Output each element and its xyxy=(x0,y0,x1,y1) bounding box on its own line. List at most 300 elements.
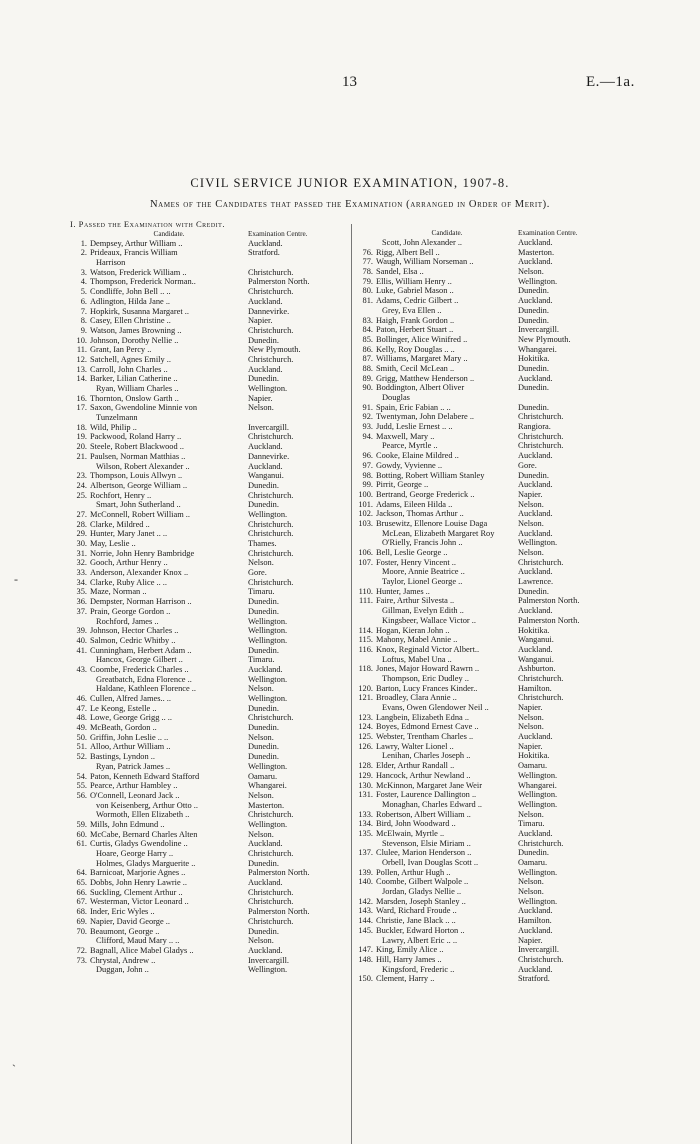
exam-centre: Dunedin. xyxy=(248,858,279,868)
entry-number: 103. xyxy=(358,518,373,528)
candidate-name: Hancox, George Gilbert .. xyxy=(96,655,183,665)
entry-number: 144. xyxy=(358,916,373,926)
list-item xyxy=(70,239,346,249)
candidate-name: Chrystal, Andrew .. xyxy=(90,955,156,965)
candidate-name: Kingsbeer, Wallace Victor .. xyxy=(382,615,476,625)
candidate-name: Bird, John Woodward .. xyxy=(376,819,456,829)
candidate-name: Gillman, Evelyn Edith .. xyxy=(382,606,464,616)
exam-centre: Auckland. xyxy=(518,732,553,742)
candidate-name: Wormoth, Ellen Elizabeth .. xyxy=(96,810,190,820)
list-item xyxy=(356,267,618,277)
candidate-name: Barton, Lucy Frances Kinder.. xyxy=(376,683,478,693)
exam-centre: Dunedin. xyxy=(518,848,549,858)
list-item xyxy=(356,558,618,568)
exam-centre: Wellington. xyxy=(248,616,288,626)
list-item xyxy=(70,675,346,685)
exam-centre: Christchurch. xyxy=(248,529,294,539)
exam-centre: Napier. xyxy=(518,741,543,751)
exam-centre: Wanganui. xyxy=(518,635,554,645)
list-item xyxy=(70,820,346,830)
exam-centre: Auckland. xyxy=(248,364,283,374)
candidate-name: McConnell, Robert William .. xyxy=(90,509,190,519)
entry-number: 134. xyxy=(358,819,373,829)
entry-number: 31. xyxy=(76,548,87,558)
exam-centre: Hamilton. xyxy=(518,683,552,693)
exam-centre: Dunedin. xyxy=(248,752,279,762)
candidate-name: Tunzelmann xyxy=(96,413,138,423)
candidate-list xyxy=(70,239,346,975)
exam-centre: Hokitika. xyxy=(518,354,550,364)
exam-centre: Whangarei. xyxy=(518,780,557,790)
candidate-name: Moore, Annie Beatrice .. xyxy=(382,567,465,577)
list-item xyxy=(70,694,346,704)
exam-centre: Palmerston North. xyxy=(518,596,580,606)
list-item xyxy=(356,926,618,936)
candidate-name: Grigg, Matthew Henderson .. xyxy=(376,373,475,383)
exam-centre: Christchurch. xyxy=(248,713,294,723)
candidate-name: Coombe, Frederick Charles .. xyxy=(90,664,189,674)
list-item xyxy=(70,907,346,917)
candidate-name: Langbein, Elizabeth Edna .. xyxy=(376,712,470,722)
exam-centre: Christchurch. xyxy=(248,490,294,500)
entry-number: 54. xyxy=(76,771,87,781)
candidate-name: Coombe, Gilbert Walpole .. xyxy=(376,877,469,887)
exam-centre: Dunedin. xyxy=(518,470,549,480)
entry-number: 17. xyxy=(76,403,87,413)
candidate-name: Holmes, Gladys Marguerite .. xyxy=(96,858,196,868)
list-item xyxy=(70,781,346,791)
list-item xyxy=(356,742,618,752)
exam-centre: Lawrence. xyxy=(518,577,554,587)
candidate-name: Johnson, Dorothy Nellie .. xyxy=(90,335,179,345)
candidate-name: Paton, Kenneth Edward Stafford xyxy=(90,771,200,781)
candidate-name: Casey, Ellen Christine .. xyxy=(90,316,171,326)
entry-number: 61. xyxy=(76,839,87,849)
exam-centre: Auckland. xyxy=(518,567,553,577)
list-item xyxy=(356,916,618,926)
list-item xyxy=(356,403,618,413)
candidate-name: Hill, Harry James .. xyxy=(376,954,442,964)
entry-number: 25. xyxy=(76,490,87,500)
exam-centre: Dunedin. xyxy=(248,703,279,713)
entry-number: 85. xyxy=(362,334,373,344)
exam-centre: Ashburton. xyxy=(518,664,556,674)
list-item xyxy=(356,693,618,703)
list-item xyxy=(356,364,618,374)
entry-number: 14. xyxy=(76,374,87,384)
entry-number: 51. xyxy=(76,742,87,752)
candidate-name: King, Emily Alice .. xyxy=(376,945,444,955)
exam-centre: Nelson. xyxy=(518,887,544,897)
list-item xyxy=(356,722,618,732)
list-item xyxy=(356,577,618,587)
entry-number: 79. xyxy=(362,276,373,286)
exam-centre: Palmerston North. xyxy=(248,277,310,287)
list-item xyxy=(70,810,346,820)
candidate-name: Greatbatch, Edna Florence .. xyxy=(96,674,192,684)
entry-number: 56. xyxy=(76,790,87,800)
exam-centre: Auckland. xyxy=(248,238,283,248)
entry-number: 106. xyxy=(358,548,373,557)
list-item xyxy=(356,248,618,258)
list-item xyxy=(356,286,618,296)
candidate-name: Williams, Margaret Mary .. xyxy=(376,354,468,364)
section-heading: I. Passed the Examination with Credit. xyxy=(70,219,225,229)
candidate-name: Monaghan, Charles Edward .. xyxy=(382,799,483,809)
candidate-name: Carroll, John Charles .. xyxy=(90,364,168,374)
entry-number: 121. xyxy=(358,693,373,703)
candidate-name: McCabe, Bernard Charles Alten xyxy=(90,829,198,839)
candidate-name: Lawry, Albert Eric .. .. xyxy=(382,935,458,945)
candidate-name: Douglas xyxy=(382,393,410,402)
candidate-name: Hunter, Mary Janet .. .. xyxy=(90,529,168,539)
entry-number: 69. xyxy=(76,916,87,926)
exam-centre: Oamaru. xyxy=(518,858,548,867)
list-item xyxy=(356,548,618,558)
list-item xyxy=(356,500,618,510)
candidate-name: Hancock, Arthur Newland .. xyxy=(376,770,471,780)
exam-centre: Christchurch. xyxy=(248,548,294,558)
entry-number: 70. xyxy=(76,926,87,936)
candidate-name: Alloo, Arthur William .. xyxy=(90,742,171,752)
candidate-name: Pearce, Arthur Hambley .. xyxy=(90,781,178,791)
candidate-name: Albertson, George William .. xyxy=(90,480,188,490)
candidate-name: McElwain, Myrtle .. xyxy=(376,828,445,838)
exam-centre: Whangarei. xyxy=(248,781,287,791)
candidate-name: Thompson, Frederick Norman.. xyxy=(90,277,196,287)
entry-number: 21. xyxy=(76,451,87,461)
candidate-name: Robertson, Albert William .. xyxy=(376,809,471,819)
candidate-name: Spain, Eric Fabian .. .. xyxy=(376,402,451,412)
entry-number: 55. xyxy=(76,781,87,791)
exam-centre: Wellington. xyxy=(248,384,288,394)
entry-number: 143. xyxy=(358,906,373,916)
exam-centre: Thames. xyxy=(248,539,277,549)
exam-centre: Nelson. xyxy=(518,548,544,557)
exam-centre: Timaru. xyxy=(518,819,545,829)
entry-number: 80. xyxy=(362,286,373,296)
exam-centre: Christchurch. xyxy=(518,441,564,451)
list-item xyxy=(70,423,346,433)
list-item xyxy=(70,578,346,588)
candidate-name: McBeath, Gordon .. xyxy=(90,723,157,733)
list-item xyxy=(70,336,346,346)
list-item xyxy=(356,819,618,829)
exam-centre: Wellington. xyxy=(518,276,558,286)
entry-number: 65. xyxy=(76,878,87,888)
candidate-name: Loftus, Mabel Una .. xyxy=(382,654,452,664)
candidate-name: Haigh, Frank Gordon .. xyxy=(376,315,455,325)
candidate-name: Paton, Herbert Stuart .. xyxy=(376,325,454,335)
list-item xyxy=(356,897,618,907)
exam-centre: Dannevirke. xyxy=(248,306,290,316)
exam-centre: Christchurch. xyxy=(518,673,564,683)
list-item xyxy=(356,335,618,345)
list-item xyxy=(70,956,346,966)
exam-centre: Masterton. xyxy=(518,247,555,257)
entry-number: 40. xyxy=(76,635,87,645)
exam-centre: Auckland. xyxy=(518,828,553,838)
entry-number: 33. xyxy=(76,568,87,578)
entry-number: 135. xyxy=(358,828,373,838)
candidate-header: Candidate. xyxy=(153,229,185,238)
exam-centre: Dunedin. xyxy=(248,374,279,384)
entry-number: 68. xyxy=(76,907,87,917)
left-column xyxy=(70,220,346,975)
list-item xyxy=(356,538,618,548)
exam-centre: Wellington. xyxy=(248,694,288,704)
candidate-name: Botting, Robert William Stanley xyxy=(376,470,485,480)
candidate-name: McLean, Elizabeth Margaret Roy xyxy=(382,528,495,538)
entry-number: 2. xyxy=(80,248,87,258)
candidate-name: Buckler, Edward Horton .. xyxy=(376,925,465,935)
candidate-name: Curtis, Gladys Gwendoline .. xyxy=(90,839,188,849)
exam-centre: Dunedin. xyxy=(248,500,279,510)
entry-number: 34. xyxy=(76,577,87,587)
exam-centre: Nelson. xyxy=(248,684,274,694)
list-item xyxy=(356,936,618,946)
candidate-name: Lenihan, Charles Joseph .. xyxy=(382,751,471,761)
candidate-name: Knox, Reginald Victor Albert.. xyxy=(376,644,480,654)
candidate-name: Broadley, Clara Annie .. xyxy=(376,693,457,703)
candidate-name: Dempster, Norman Harrison .. xyxy=(90,597,192,607)
exam-centre: Nelson. xyxy=(518,518,544,528)
list-item xyxy=(70,946,346,956)
candidate-name: Clarke, Ruby Alice .. .. xyxy=(90,577,167,587)
candidate-name: Beaumont, George .. xyxy=(90,926,160,936)
list-item xyxy=(70,665,346,675)
exam-centre: Christchurch. xyxy=(248,325,294,335)
entry-number: 81. xyxy=(362,296,373,306)
candidate-name: Adams, Cedric Gilbert .. xyxy=(376,296,459,306)
candidate-name: Griffin, John Leslie .. .. xyxy=(90,732,169,742)
entry-number: 12. xyxy=(76,354,87,364)
exam-centre: Christchurch. xyxy=(248,810,294,820)
list-item xyxy=(70,878,346,888)
candidate-name: Anderson, Alexander Knox .. xyxy=(90,568,189,578)
exam-centre: Auckland. xyxy=(248,442,283,452)
candidate-name: Kingsford, Frederic .. xyxy=(382,964,455,974)
entry-number: 100. xyxy=(358,489,373,499)
candidate-name: Salmon, Cedric Whitby .. xyxy=(90,635,176,645)
exam-centre: Dannevirke. xyxy=(248,451,290,461)
entry-number: 86. xyxy=(362,344,373,354)
entry-number: 118. xyxy=(358,664,373,674)
column-divider xyxy=(351,224,352,1144)
candidate-name: Pollen, Arthur Hugh .. xyxy=(376,867,451,877)
candidate-name: Inder, Eric Wyles .. xyxy=(90,907,155,917)
candidate-name: O'Connell, Leonard Jack .. xyxy=(90,790,180,800)
list-item xyxy=(70,839,346,849)
exam-centre: Auckland. xyxy=(248,664,283,674)
entry-number: 20. xyxy=(76,442,87,452)
exam-centre: Christchurch. xyxy=(518,431,564,441)
exam-centre: Auckland. xyxy=(518,606,553,616)
exam-centre: Christchurch. xyxy=(248,267,294,277)
list-item xyxy=(70,597,346,607)
list-item xyxy=(356,781,618,791)
exam-centre: Dunedin. xyxy=(518,402,549,412)
list-item xyxy=(70,510,346,520)
candidate-name: Taylor, Lionel George .. xyxy=(382,577,463,587)
list-item xyxy=(70,394,346,404)
entry-number: 128. xyxy=(358,761,373,771)
list-item xyxy=(356,945,618,955)
list-item xyxy=(356,412,618,422)
candidate-name: Grant, Ian Percy .. xyxy=(90,345,152,355)
list-item xyxy=(70,888,346,898)
exam-centre: Auckland. xyxy=(518,238,553,247)
entry-number: 89. xyxy=(362,373,373,383)
entry-number: 125. xyxy=(358,732,373,742)
candidate-name: Ellis, William Henry .. xyxy=(376,276,452,286)
exam-centre: Gore. xyxy=(248,568,267,578)
list-item xyxy=(356,345,618,355)
candidate-name: McKinnon, Margaret Jane Weir xyxy=(376,780,482,790)
list-item xyxy=(70,491,346,501)
exam-centre: Dunedin. xyxy=(518,363,549,373)
entry-number: 35. xyxy=(76,587,87,597)
exam-centre: Dunedin. xyxy=(518,286,549,296)
candidate-name: Duggan, John .. xyxy=(96,965,149,975)
list-item xyxy=(356,848,618,858)
exam-centre: Wellington. xyxy=(518,538,558,548)
entry-number: 90. xyxy=(362,383,373,393)
candidate-name: Jordan, Gladys Nellie .. xyxy=(382,887,462,897)
list-item xyxy=(70,442,346,452)
exam-centre: Wellington. xyxy=(248,965,288,975)
candidate-name: Thornton, Onslow Garth .. xyxy=(90,393,179,403)
list-item xyxy=(70,481,346,491)
exam-centre: Invercargill. xyxy=(248,422,290,432)
entry-number: 77. xyxy=(362,257,373,267)
list-item xyxy=(70,403,346,413)
entry-number: 49. xyxy=(76,723,87,733)
exam-centre: Wellington. xyxy=(518,770,558,780)
entry-number: 60. xyxy=(76,829,87,839)
entry-number: 7. xyxy=(80,306,87,316)
list-item xyxy=(70,500,346,510)
candidate-name: Gowdy, Vyvienne .. xyxy=(376,460,443,470)
exam-centre: Nelson. xyxy=(248,936,274,946)
candidate-name: Watson, James Browning .. xyxy=(90,325,182,335)
entry-number: 16. xyxy=(76,393,87,403)
list-item xyxy=(356,616,618,626)
list-item xyxy=(356,906,618,916)
candidate-name: Bell, Leslie George .. xyxy=(376,548,448,557)
candidate-name: Stevenson, Elsie Miriam .. xyxy=(382,838,471,848)
margin-mark: - xyxy=(14,572,18,586)
exam-centre: Hokitika. xyxy=(518,751,550,761)
exam-centre: Napier. xyxy=(248,393,273,403)
exam-centre: Napier. xyxy=(248,316,273,326)
exam-centre: Christchurch. xyxy=(518,954,564,964)
page-number: 13 xyxy=(342,74,357,90)
entry-number: 101. xyxy=(358,499,373,509)
exam-centre: Masterton. xyxy=(248,800,285,810)
exam-centre: Christchurch. xyxy=(248,887,294,897)
exam-centre: Dunedin. xyxy=(518,305,549,315)
exam-centre: Auckland. xyxy=(518,296,553,306)
entry-number: 13. xyxy=(76,364,87,374)
exam-centre: Auckland. xyxy=(518,257,553,267)
list-item xyxy=(356,383,618,393)
exam-centre: New Plymouth. xyxy=(248,345,301,355)
exam-centre: Wellington. xyxy=(248,674,288,684)
candidate-name: Cullen, Alfred James.. .. xyxy=(90,694,171,704)
candidate-name: Norrie, John Henry Bambridge xyxy=(90,548,195,558)
exam-centre: Christchurch. xyxy=(518,838,564,848)
exam-centre: Auckland. xyxy=(248,296,283,306)
entry-number: 43. xyxy=(76,664,87,674)
candidate-name: Paulsen, Norman Matthias .. xyxy=(90,451,186,461)
entry-number: 52. xyxy=(76,752,87,762)
exam-centre: Auckland. xyxy=(518,964,553,974)
list-item xyxy=(70,529,346,539)
entry-number: 107. xyxy=(358,557,373,567)
exam-centre: Auckland. xyxy=(248,945,283,955)
list-item xyxy=(70,316,346,326)
exam-centre: Dunedin. xyxy=(248,926,279,936)
entry-number: 39. xyxy=(76,626,87,636)
list-item xyxy=(356,839,618,849)
list-item xyxy=(70,558,346,568)
candidate-name: Mills, John Edmund .. xyxy=(90,819,165,829)
exam-centre: Hamilton. xyxy=(518,916,552,926)
candidate-name: Condliffe, John Bell .. .. xyxy=(90,287,171,297)
candidate-name: Bollinger, Alice Winifred .. xyxy=(376,334,468,344)
entry-number: 137. xyxy=(358,848,373,858)
candidate-name: Hopkirk, Susanna Margaret .. xyxy=(90,306,189,316)
list-item xyxy=(70,849,346,859)
exam-centre: Timaru. xyxy=(248,655,275,665)
candidate-name: Grey, Eva Ellen .. xyxy=(382,305,442,315)
entry-number: 8. xyxy=(80,316,87,326)
candidate-name: Marsden, Joseph Stanley .. xyxy=(376,896,466,906)
candidate-name: Christie, Jane Black .. .. xyxy=(376,916,456,926)
candidate-name: Clifford, Maud Mary .. .. xyxy=(96,936,180,946)
candidate-name: Kelly, Roy Douglas .. .. xyxy=(376,344,455,354)
exam-centre: Wellington. xyxy=(518,799,558,809)
candidate-name: Sandel, Elsa .. xyxy=(376,267,424,277)
list-item xyxy=(70,326,346,336)
list-item xyxy=(356,480,618,490)
margin-mark: ` xyxy=(12,1062,16,1076)
list-item xyxy=(70,617,346,627)
candidate-name: Luke, Gabriel Mason .. xyxy=(376,286,454,296)
candidate-header: Candidate. xyxy=(431,229,463,237)
candidate-name: Smith, Cecil McLean .. xyxy=(376,363,455,373)
entry-number: 64. xyxy=(76,868,87,878)
list-item xyxy=(70,704,346,714)
candidate-name: Lowe, George Grigg .. .. xyxy=(90,713,172,723)
entry-number: 142. xyxy=(358,896,373,906)
list-item xyxy=(70,636,346,646)
list-item xyxy=(356,674,618,684)
exam-centre: Stratford. xyxy=(248,248,280,258)
entry-number: 139. xyxy=(358,867,373,877)
list-item xyxy=(70,297,346,307)
list-item xyxy=(70,917,346,927)
exam-centre: Dunedin. xyxy=(248,606,279,616)
list-item xyxy=(356,858,618,868)
entry-number: 4. xyxy=(80,277,87,287)
exam-centre: Oamaru. xyxy=(248,771,278,781)
list-item xyxy=(70,520,346,530)
entry-number: 130. xyxy=(358,780,373,790)
exam-centre: Rangiora. xyxy=(518,422,551,432)
candidate-name: Clulee, Marion Henderson .. xyxy=(376,848,472,858)
